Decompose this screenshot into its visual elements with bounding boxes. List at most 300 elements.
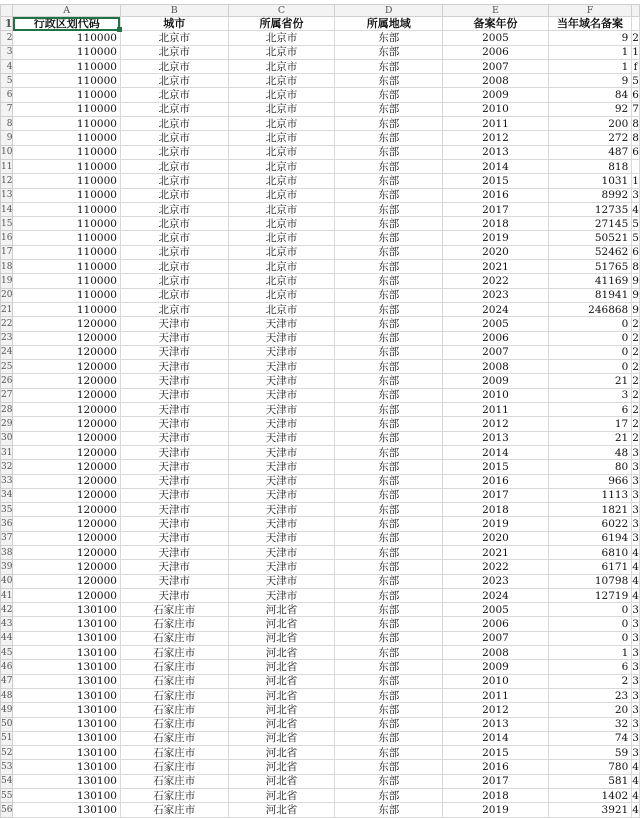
row-number[interactable]: 19 <box>1 274 13 288</box>
cell-code[interactable]: 120000 <box>13 417 121 431</box>
cell-year[interactable]: 2005 <box>443 31 549 45</box>
cell-region[interactable]: 东部 <box>335 403 443 417</box>
cell-year[interactable]: 2024 <box>443 588 549 602</box>
cell-domain-count[interactable]: 23 <box>548 688 631 702</box>
cell-domain-count[interactable]: 0 <box>548 317 631 331</box>
row-number[interactable]: 39 <box>1 560 13 574</box>
cell-code[interactable]: 130100 <box>13 646 121 660</box>
cell-city[interactable]: 天津市 <box>120 331 228 345</box>
cell-domain-count[interactable]: 966 <box>548 474 631 488</box>
cell-g-partial[interactable]: 4 <box>632 546 639 559</box>
cell-province[interactable]: 河北省 <box>228 760 335 774</box>
cell-year[interactable]: 2009 <box>443 660 549 674</box>
cell-year[interactable]: 2021 <box>443 260 549 274</box>
cell-domain-count[interactable]: 9 <box>548 74 631 88</box>
cell-region[interactable]: 东部 <box>335 545 443 559</box>
cell-province[interactable]: 北京市 <box>228 202 335 216</box>
cell-province[interactable]: 河北省 <box>228 717 335 731</box>
cell-city[interactable]: 北京市 <box>120 74 228 88</box>
cell-year[interactable]: 2018 <box>443 789 549 803</box>
cell-year[interactable]: 2016 <box>443 760 549 774</box>
cell-code[interactable]: 120000 <box>13 431 121 445</box>
row-number[interactable]: 15 <box>1 217 13 231</box>
cell-g-partial[interactable]: 4 <box>632 203 639 216</box>
cell-year[interactable]: 2019 <box>443 231 549 245</box>
cell-domain-count[interactable]: 52462 <box>548 245 631 259</box>
cell-city[interactable]: 北京市 <box>120 274 228 288</box>
cell-code[interactable]: 130100 <box>13 760 121 774</box>
cell-domain-count[interactable]: 6 <box>548 660 631 674</box>
cell-domain-count[interactable]: 6810 <box>548 545 631 559</box>
cell-domain-count[interactable]: 1 <box>548 646 631 660</box>
cell-code[interactable]: 130100 <box>13 731 121 745</box>
row-number[interactable]: 47 <box>1 674 13 688</box>
cell-province[interactable]: 天津市 <box>228 531 335 545</box>
cell-year[interactable]: 2011 <box>443 117 549 131</box>
row-number[interactable]: 23 <box>1 331 13 345</box>
cell-code[interactable]: 120000 <box>13 560 121 574</box>
cell-domain-count[interactable]: 80 <box>548 460 631 474</box>
cell-g-partial[interactable]: 4 <box>632 789 639 802</box>
row-number[interactable]: 14 <box>1 202 13 216</box>
cell-year[interactable]: 2010 <box>443 102 549 116</box>
cell-code[interactable]: 110000 <box>13 302 121 316</box>
header-cell-year[interactable]: 备案年份 <box>443 17 549 31</box>
cell-region[interactable]: 东部 <box>335 531 443 545</box>
cell-city[interactable]: 石家庄市 <box>120 646 228 660</box>
cell-g-partial[interactable]: 5 <box>632 74 639 87</box>
cell-city[interactable]: 北京市 <box>120 159 228 173</box>
cell-city[interactable]: 石家庄市 <box>120 703 228 717</box>
cell-year[interactable]: 2013 <box>443 145 549 159</box>
row-number[interactable]: 24 <box>1 345 13 359</box>
cell-g-partial[interactable]: 3 <box>632 718 639 731</box>
cell-year[interactable]: 2015 <box>443 746 549 760</box>
row-number[interactable]: 36 <box>1 517 13 531</box>
cell-g-partial[interactable]: 4 <box>632 575 639 588</box>
cell-province[interactable]: 天津市 <box>228 374 335 388</box>
cell-domain-count[interactable]: 21 <box>548 431 631 445</box>
cell-region[interactable]: 东部 <box>335 174 443 188</box>
cell-code[interactable]: 110000 <box>13 245 121 259</box>
row-number[interactable]: 26 <box>1 374 13 388</box>
cell-province[interactable]: 天津市 <box>228 574 335 588</box>
cell-year[interactable]: 2008 <box>443 646 549 660</box>
cell-code[interactable]: 120000 <box>13 403 121 417</box>
cell-city[interactable]: 石家庄市 <box>120 760 228 774</box>
cell-city[interactable]: 石家庄市 <box>120 688 228 702</box>
cell-g-partial[interactable]: 9 <box>632 274 639 287</box>
cell-region[interactable]: 东部 <box>335 688 443 702</box>
cell-year[interactable]: 2018 <box>443 503 549 517</box>
row-number[interactable]: 30 <box>1 431 13 445</box>
cell-province[interactable]: 河北省 <box>228 603 335 617</box>
cell-domain-count[interactable]: 51765 <box>548 260 631 274</box>
cell-province[interactable]: 河北省 <box>228 746 335 760</box>
cell-domain-count[interactable]: 0 <box>548 360 631 374</box>
cell-g-partial[interactable]: 3 <box>632 532 639 545</box>
cell-region[interactable]: 东部 <box>335 188 443 202</box>
cell-city[interactable]: 天津市 <box>120 488 228 502</box>
cell-domain-count[interactable]: 41169 <box>548 274 631 288</box>
cell-g-partial[interactable]: 2 <box>632 346 639 359</box>
cell-city[interactable]: 天津市 <box>120 417 228 431</box>
cell-g-partial[interactable]: 2 <box>632 403 639 416</box>
row-number[interactable]: 42 <box>1 603 13 617</box>
cell-domain-count[interactable]: 818 <box>548 159 631 173</box>
cell-g-partial[interactable]: 2 <box>632 360 639 373</box>
row-number[interactable]: 49 <box>1 703 13 717</box>
cell-city[interactable]: 北京市 <box>120 131 228 145</box>
cell-city[interactable]: 天津市 <box>120 503 228 517</box>
cell-region[interactable]: 东部 <box>335 460 443 474</box>
cell-code[interactable]: 120000 <box>13 474 121 488</box>
cell-region[interactable]: 东部 <box>335 145 443 159</box>
cell-g-partial[interactable]: 8 <box>632 260 639 273</box>
cell-region[interactable]: 东部 <box>335 317 443 331</box>
cell-province[interactable]: 北京市 <box>228 217 335 231</box>
cell-region[interactable]: 东部 <box>335 31 443 45</box>
cell-year[interactable]: 2007 <box>443 631 549 645</box>
cell-g-partial[interactable]: 4 <box>632 560 639 573</box>
cell-city[interactable]: 天津市 <box>120 360 228 374</box>
cell-city[interactable]: 北京市 <box>120 260 228 274</box>
cell-province[interactable]: 天津市 <box>228 488 335 502</box>
cell-year[interactable]: 2024 <box>443 302 549 316</box>
cell-province[interactable]: 天津市 <box>228 403 335 417</box>
cell-city[interactable]: 石家庄市 <box>120 774 228 788</box>
cell-code[interactable]: 120000 <box>13 331 121 345</box>
cell-domain-count[interactable]: 1031 <box>548 174 631 188</box>
cell-code[interactable]: 120000 <box>13 360 121 374</box>
row-number[interactable]: 50 <box>1 717 13 731</box>
cell-domain-count[interactable]: 1 <box>548 45 631 59</box>
cell-code[interactable]: 130100 <box>13 746 121 760</box>
cell-year[interactable]: 2018 <box>443 217 549 231</box>
row-number[interactable]: 35 <box>1 503 13 517</box>
cell-code[interactable]: 110000 <box>13 231 121 245</box>
cell-g-partial[interactable]: 2 <box>632 31 639 44</box>
cell-g-partial[interactable]: 3 <box>632 489 639 502</box>
cell-code[interactable]: 130100 <box>13 603 121 617</box>
cell-city[interactable]: 北京市 <box>120 288 228 302</box>
row-number[interactable]: 48 <box>1 688 13 702</box>
cell-domain-count[interactable]: 84 <box>548 88 631 102</box>
cell-province[interactable]: 河北省 <box>228 774 335 788</box>
cell-code[interactable]: 120000 <box>13 374 121 388</box>
cell-city[interactable]: 北京市 <box>120 231 228 245</box>
cell-province[interactable]: 天津市 <box>228 388 335 402</box>
cell-code[interactable]: 130100 <box>13 717 121 731</box>
cell-code[interactable]: 130100 <box>13 674 121 688</box>
cell-code[interactable]: 110000 <box>13 74 121 88</box>
cell-domain-count[interactable]: 581 <box>548 774 631 788</box>
cell-province[interactable]: 河北省 <box>228 617 335 631</box>
cell-year[interactable]: 2006 <box>443 617 549 631</box>
cell-domain-count[interactable]: 8992 <box>548 188 631 202</box>
column-header-g[interactable] <box>632 5 640 17</box>
column-header-c[interactable]: C <box>228 5 335 17</box>
cell-region[interactable]: 东部 <box>335 331 443 345</box>
cell-region[interactable]: 东部 <box>335 588 443 602</box>
cell-domain-count[interactable]: 10798 <box>548 574 631 588</box>
cell-region[interactable]: 东部 <box>335 746 443 760</box>
cell-region[interactable]: 东部 <box>335 345 443 359</box>
cell-city[interactable]: 天津市 <box>120 474 228 488</box>
cell-province[interactable]: 天津市 <box>228 460 335 474</box>
cell-code[interactable]: 120000 <box>13 545 121 559</box>
row-number[interactable]: 8 <box>1 117 13 131</box>
cell-city[interactable]: 石家庄市 <box>120 803 228 817</box>
cell-region[interactable]: 东部 <box>335 417 443 431</box>
cell-region[interactable]: 东部 <box>335 217 443 231</box>
cell-province[interactable]: 天津市 <box>228 545 335 559</box>
cell-code[interactable]: 110000 <box>13 260 121 274</box>
cell-domain-count[interactable]: 0 <box>548 345 631 359</box>
cell-region[interactable]: 东部 <box>335 431 443 445</box>
row-number[interactable]: 3 <box>1 45 13 59</box>
cell-g-partial[interactable]: 6 <box>632 146 639 159</box>
cell-domain-count[interactable]: 1 <box>548 59 631 73</box>
cell-g-partial[interactable]: 3 <box>632 446 639 459</box>
cell-city[interactable]: 北京市 <box>120 31 228 45</box>
cell-g-partial[interactable]: 2 <box>632 317 639 330</box>
cell-year[interactable]: 2006 <box>443 45 549 59</box>
row-number[interactable]: 12 <box>1 174 13 188</box>
cell-year[interactable]: 2015 <box>443 460 549 474</box>
cell-province[interactable]: 河北省 <box>228 646 335 660</box>
cell-region[interactable]: 东部 <box>335 59 443 73</box>
cell-year[interactable]: 2020 <box>443 245 549 259</box>
cell-g-partial[interactable]: 2 <box>632 417 639 430</box>
column-header-e[interactable]: E <box>443 5 549 17</box>
cell-code[interactable]: 130100 <box>13 688 121 702</box>
cell-g-partial[interactable]: 4 <box>632 775 639 788</box>
cell-domain-count[interactable]: 81941 <box>548 288 631 302</box>
row-number[interactable]: 6 <box>1 88 13 102</box>
cell-year[interactable]: 2017 <box>443 774 549 788</box>
cell-province[interactable]: 天津市 <box>228 317 335 331</box>
row-number[interactable]: 54 <box>1 774 13 788</box>
row-number[interactable]: 16 <box>1 231 13 245</box>
cell-province[interactable]: 北京市 <box>228 45 335 59</box>
cell-region[interactable]: 东部 <box>335 660 443 674</box>
cell-city[interactable]: 北京市 <box>120 45 228 59</box>
cell-city[interactable]: 北京市 <box>120 188 228 202</box>
cell-domain-count[interactable]: 32 <box>548 717 631 731</box>
cell-domain-count[interactable]: 246868 <box>548 302 631 316</box>
header-cell-g[interactable] <box>632 17 640 31</box>
cell-domain-count[interactable]: 6 <box>548 403 631 417</box>
cell-code[interactable]: 110000 <box>13 274 121 288</box>
row-number[interactable]: 37 <box>1 531 13 545</box>
cell-province[interactable]: 天津市 <box>228 331 335 345</box>
cell-province[interactable]: 北京市 <box>228 188 335 202</box>
cell-domain-count[interactable]: 3921 <box>548 803 631 817</box>
cell-city[interactable]: 石家庄市 <box>120 603 228 617</box>
cell-g-partial[interactable]: 3 <box>632 475 639 488</box>
cell-year[interactable]: 2021 <box>443 545 549 559</box>
cell-g-partial[interactable]: 3 <box>632 189 639 202</box>
cell-code[interactable]: 130100 <box>13 660 121 674</box>
cell-province[interactable]: 天津市 <box>228 588 335 602</box>
cell-province[interactable]: 河北省 <box>228 803 335 817</box>
cell-g-partial[interactable] <box>632 159 640 173</box>
cell-code[interactable]: 110000 <box>13 188 121 202</box>
cell-code[interactable]: 110000 <box>13 145 121 159</box>
cell-city[interactable]: 天津市 <box>120 388 228 402</box>
cell-region[interactable]: 东部 <box>335 789 443 803</box>
cell-g-partial[interactable]: 1 <box>632 46 639 59</box>
cell-city[interactable]: 天津市 <box>120 460 228 474</box>
cell-region[interactable]: 东部 <box>335 503 443 517</box>
cell-region[interactable]: 东部 <box>335 74 443 88</box>
cell-city[interactable]: 北京市 <box>120 217 228 231</box>
cell-province[interactable]: 北京市 <box>228 145 335 159</box>
row-number[interactable]: 7 <box>1 102 13 116</box>
row-number[interactable]: 11 <box>1 159 13 173</box>
row-number[interactable]: 31 <box>1 445 13 459</box>
cell-province[interactable]: 北京市 <box>228 288 335 302</box>
cell-region[interactable]: 东部 <box>335 603 443 617</box>
cell-g-partial[interactable]: 3 <box>632 618 639 631</box>
cell-year[interactable]: 2013 <box>443 431 549 445</box>
cell-province[interactable]: 北京市 <box>228 31 335 45</box>
cell-g-partial[interactable]: 3 <box>632 732 639 745</box>
cell-code[interactable]: 120000 <box>13 488 121 502</box>
cell-region[interactable]: 东部 <box>335 517 443 531</box>
cell-region[interactable]: 东部 <box>335 674 443 688</box>
cell-city[interactable]: 石家庄市 <box>120 660 228 674</box>
cell-year[interactable]: 2014 <box>443 445 549 459</box>
cell-code[interactable]: 130100 <box>13 617 121 631</box>
cell-code[interactable]: 120000 <box>13 460 121 474</box>
cell-g-partial[interactable]: 8 <box>632 117 639 130</box>
cell-region[interactable]: 东部 <box>335 274 443 288</box>
cell-domain-count[interactable]: 59 <box>548 746 631 760</box>
row-number[interactable]: 2 <box>1 31 13 45</box>
row-number[interactable]: 1 <box>1 17 13 31</box>
cell-city[interactable]: 天津市 <box>120 531 228 545</box>
cell-year[interactable]: 2023 <box>443 288 549 302</box>
cell-code[interactable]: 110000 <box>13 102 121 116</box>
cell-city[interactable]: 天津市 <box>120 431 228 445</box>
cell-year[interactable]: 2008 <box>443 360 549 374</box>
cell-domain-count[interactable]: 12719 <box>548 588 631 602</box>
cell-province[interactable]: 天津市 <box>228 345 335 359</box>
cell-region[interactable]: 东部 <box>335 202 443 216</box>
cell-province[interactable]: 北京市 <box>228 131 335 145</box>
row-number[interactable]: 28 <box>1 403 13 417</box>
cell-year[interactable]: 2022 <box>443 274 549 288</box>
cell-code[interactable]: 110000 <box>13 88 121 102</box>
cell-domain-count[interactable]: 20 <box>548 703 631 717</box>
row-number[interactable]: 41 <box>1 588 13 602</box>
row-number[interactable]: 29 <box>1 417 13 431</box>
cell-code[interactable]: 130100 <box>13 631 121 645</box>
cell-year[interactable]: 2020 <box>443 531 549 545</box>
cell-city[interactable]: 天津市 <box>120 403 228 417</box>
cell-code[interactable]: 110000 <box>13 117 121 131</box>
header-cell-code[interactable]: 行政区划代码 <box>13 17 121 31</box>
cell-region[interactable]: 东部 <box>335 260 443 274</box>
cell-city[interactable]: 北京市 <box>120 59 228 73</box>
row-number[interactable]: 46 <box>1 660 13 674</box>
row-number[interactable]: 20 <box>1 288 13 302</box>
cell-year[interactable]: 2016 <box>443 474 549 488</box>
cell-city[interactable]: 北京市 <box>120 145 228 159</box>
cell-city[interactable]: 石家庄市 <box>120 617 228 631</box>
cell-province[interactable]: 河北省 <box>228 631 335 645</box>
cell-code[interactable]: 110000 <box>13 31 121 45</box>
cell-year[interactable]: 2012 <box>443 703 549 717</box>
cell-city[interactable]: 石家庄市 <box>120 731 228 745</box>
column-header-a[interactable]: A <box>13 5 121 17</box>
cell-year[interactable]: 2015 <box>443 174 549 188</box>
cell-province[interactable]: 北京市 <box>228 174 335 188</box>
cell-region[interactable]: 东部 <box>335 574 443 588</box>
row-number[interactable]: 45 <box>1 646 13 660</box>
cell-region[interactable]: 东部 <box>335 245 443 259</box>
cell-province[interactable]: 北京市 <box>228 102 335 116</box>
cell-g-partial[interactable]: 3 <box>632 689 639 702</box>
cell-city[interactable]: 天津市 <box>120 517 228 531</box>
cell-domain-count[interactable]: 9 <box>548 31 631 45</box>
cell-domain-count[interactable]: 0 <box>548 603 631 617</box>
cell-g-partial[interactable]: 3 <box>632 518 639 531</box>
cell-city[interactable]: 石家庄市 <box>120 631 228 645</box>
cell-code[interactable]: 120000 <box>13 445 121 459</box>
cell-g-partial[interactable]: 1 <box>632 174 639 187</box>
cell-province[interactable]: 北京市 <box>228 274 335 288</box>
cell-domain-count[interactable]: 780 <box>548 760 631 774</box>
cell-year[interactable]: 2019 <box>443 517 549 531</box>
cell-region[interactable]: 东部 <box>335 646 443 660</box>
cell-g-partial[interactable]: 4 <box>632 803 639 816</box>
row-number[interactable]: 55 <box>1 789 13 803</box>
cell-province[interactable]: 天津市 <box>228 417 335 431</box>
cell-year[interactable]: 2017 <box>443 202 549 216</box>
cell-region[interactable]: 东部 <box>335 703 443 717</box>
cell-g-partial[interactable]: 3 <box>632 646 639 659</box>
cell-g-partial[interactable]: 8 <box>632 132 639 145</box>
cell-code[interactable]: 120000 <box>13 503 121 517</box>
cell-city[interactable]: 北京市 <box>120 302 228 316</box>
cell-code[interactable]: 130100 <box>13 774 121 788</box>
select-all-corner[interactable] <box>1 5 13 17</box>
row-number[interactable]: 10 <box>1 145 13 159</box>
cell-g-partial[interactable]: 3 <box>632 632 639 645</box>
cell-province[interactable]: 北京市 <box>228 260 335 274</box>
cell-year[interactable]: 2007 <box>443 59 549 73</box>
cell-city[interactable]: 北京市 <box>120 245 228 259</box>
cell-year[interactable]: 2009 <box>443 88 549 102</box>
row-number[interactable]: 34 <box>1 488 13 502</box>
cell-domain-count[interactable]: 50521 <box>548 231 631 245</box>
column-header-f[interactable]: F <box>548 5 631 17</box>
cell-region[interactable]: 东部 <box>335 803 443 817</box>
cell-year[interactable]: 2022 <box>443 560 549 574</box>
cell-region[interactable]: 东部 <box>335 731 443 745</box>
cell-region[interactable]: 东部 <box>335 774 443 788</box>
column-header-b[interactable]: B <box>120 5 228 17</box>
cell-province[interactable]: 河北省 <box>228 660 335 674</box>
cell-year[interactable]: 2011 <box>443 403 549 417</box>
cell-region[interactable]: 东部 <box>335 288 443 302</box>
cell-domain-count[interactable]: 0 <box>548 617 631 631</box>
cell-year[interactable]: 2010 <box>443 674 549 688</box>
cell-domain-count[interactable]: 27145 <box>548 217 631 231</box>
